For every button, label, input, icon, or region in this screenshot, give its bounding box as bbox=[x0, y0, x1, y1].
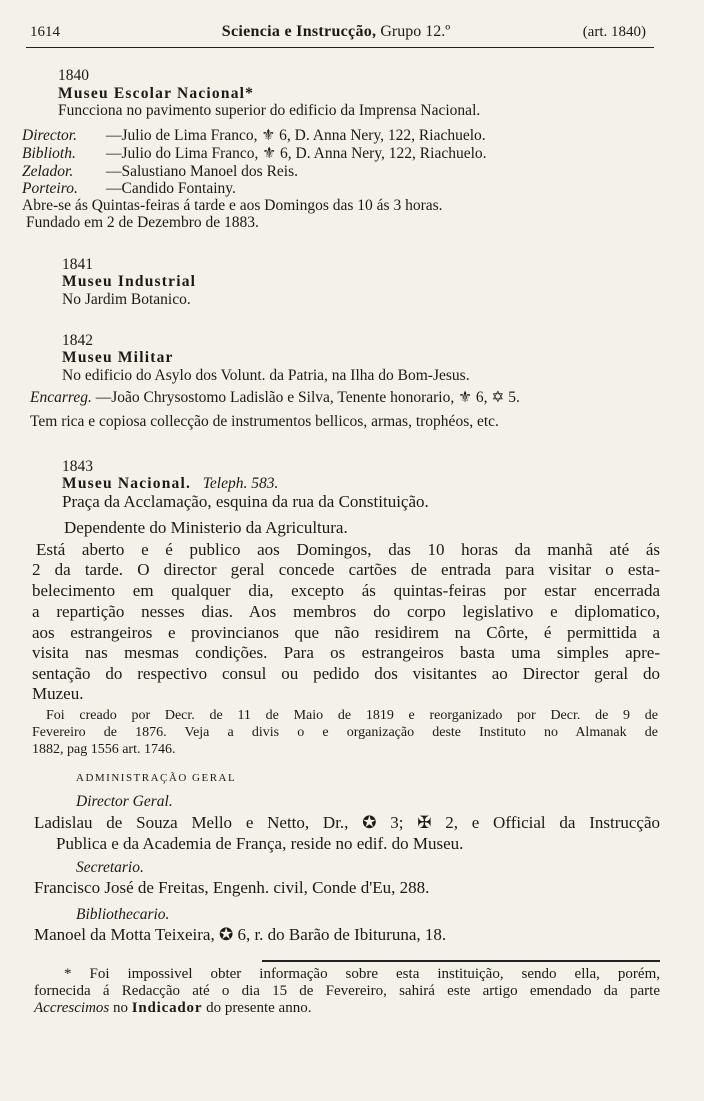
entry-number: 1842 bbox=[62, 332, 93, 349]
entry-number: 1841 bbox=[62, 256, 93, 273]
staff-role: Encarreg. bbox=[30, 389, 92, 406]
museum-name: Museu Escolar Nacional* bbox=[58, 85, 255, 102]
founded-date: Fundado em 2 de Dezembro de 1883. bbox=[26, 214, 259, 231]
footnote-rule bbox=[262, 960, 660, 962]
running-title-group: Grupo 12.º bbox=[380, 23, 451, 40]
staff-role: Director. bbox=[22, 127, 77, 144]
staff-row bbox=[30, 388, 520, 408]
staff-text: —Salustiano Manoel dos Reis. bbox=[106, 163, 299, 180]
footnote-line: fornecida á Redacção até o dia 15 de Fevereiro, sahirá este artigo emendado da parte bbox=[34, 983, 660, 999]
running-title bbox=[26, 23, 646, 41]
staff-role: Biblioth. bbox=[22, 145, 76, 162]
location: Funcciona no pavimento superior do edificio da Imprensa Nacional. bbox=[58, 102, 481, 119]
director-line: Publica e da Academia de França, reside no edif. do Museu. bbox=[56, 834, 464, 853]
body-line: aos estrangeiros e provincianos que não residirem na Côrte, é permittida a bbox=[32, 623, 660, 642]
footnote-line bbox=[34, 1000, 660, 1017]
footnote-no: no bbox=[113, 1000, 128, 1016]
body-line: Está aberto e é publico aos Domingos, das 10 horas da manhã até ás bbox=[36, 540, 660, 559]
footnote-accrescimos: Accrescimos bbox=[34, 1000, 110, 1016]
body-line: visita nas mesmas condições. Para os estrangeiros basta uma simples apre- bbox=[32, 643, 660, 662]
location: No edificio do Asylo dos Volunt. da Patria, na Ilha do Bom-Jesus. bbox=[62, 367, 470, 384]
museum-name: Museu Militar bbox=[62, 349, 174, 366]
secretary-line: Francisco José de Freitas, Engenh. civil, Conde d'Eu, 288. bbox=[34, 878, 430, 897]
admin-heading: ADMINISTRAÇÃO GERAL bbox=[76, 772, 237, 784]
librarian-label: Bibliothecario. bbox=[76, 906, 170, 923]
history-line: 1882, pag 1556 art. 1746. bbox=[32, 742, 176, 757]
museum-name: Museu Industrial bbox=[62, 273, 197, 290]
staff-text: —Julio de Lima Franco, ⚜ 6, D. Anna Nery, 122, Riachuelo. bbox=[106, 127, 486, 144]
history-line: Foi creado por Decr. de 11 de Maio de 1819 e reorganizado por Decr. de 9 de bbox=[46, 708, 658, 723]
collection-note: Tem rica e copiosa collecção de instrumentos bellicos, armas, trophéos, etc. bbox=[30, 413, 499, 430]
telephone: Teleph. 583. bbox=[202, 475, 279, 492]
footnote-indicador: Indicador bbox=[131, 1000, 203, 1016]
footnote-line: * Foi impossivel obter informação sobre esta instituição, sendo ella, porém, bbox=[64, 966, 660, 982]
staff-row bbox=[22, 144, 487, 164]
body-line: 2 da tarde. O director geral concede cartões de entrada para visitar o esta- bbox=[32, 560, 660, 579]
staff-text: —João Chrysostomo Ladislão e Silva, Tenente honorario, ⚜ 6, ✡ 5. bbox=[95, 389, 520, 406]
librarian-line: Manoel da Motta Teixeira, ✪ 6, r. do Barão de Ibituruna, 18. bbox=[34, 925, 447, 944]
page-header bbox=[26, 22, 646, 46]
director-label: Director Geral. bbox=[76, 793, 173, 810]
header-rule bbox=[26, 47, 654, 48]
body-line: a repartição nesses dias. Aos membros do corpo legislativo e diplomatico, bbox=[32, 602, 660, 621]
body-line: belecimento em qualquer dia, excepto ás quintas-feiras por estar encerrada bbox=[32, 581, 660, 600]
staff-text: —Candido Fontainy. bbox=[106, 180, 236, 197]
museum-name: Museu Nacional. bbox=[62, 475, 192, 492]
ministry-line: Dependente do Ministerio da Agricultura. bbox=[64, 518, 348, 537]
article-range: (art. 1840) bbox=[582, 24, 646, 40]
footnote-end: do presente anno. bbox=[206, 1000, 312, 1016]
running-title-bold: Sciencia e Instrucção, bbox=[221, 23, 377, 40]
staff-row bbox=[22, 126, 486, 146]
location: Praça da Acclamação, esquina da rua da Constituição. bbox=[62, 492, 429, 511]
opening-hours: Abre-se ás Quintas-feiras á tarde e aos Domingos das 10 ás 3 horas. bbox=[22, 197, 443, 214]
location: No Jardim Botanico. bbox=[62, 291, 191, 308]
history-line: Fevereiro de 1876. Veja a divis o e organização deste Instituto no Almanak de bbox=[32, 725, 658, 740]
body-line: Muzeu. bbox=[32, 684, 84, 703]
page-number: 1614 bbox=[30, 24, 60, 40]
staff-text: —Julio do Lima Franco, ⚜ 6, D. Anna Nery, 122, Riachuelo. bbox=[106, 145, 487, 162]
staff-role: Porteiro. bbox=[22, 180, 78, 197]
footnote bbox=[34, 966, 660, 1017]
staff-role: Zelador. bbox=[22, 163, 74, 180]
director-line: Ladislau de Souza Mello e Netto, Dr., ✪ 3; ✠ 2, e Official da Instrucção bbox=[34, 813, 660, 832]
entry-number: 1843 bbox=[62, 458, 93, 475]
body-line: sentação do respectivo consul ou pedido dos visitantes ao Director geral do bbox=[32, 664, 660, 683]
entry-number: 1840 bbox=[58, 67, 89, 84]
secretary-label: Secretario. bbox=[76, 859, 144, 876]
